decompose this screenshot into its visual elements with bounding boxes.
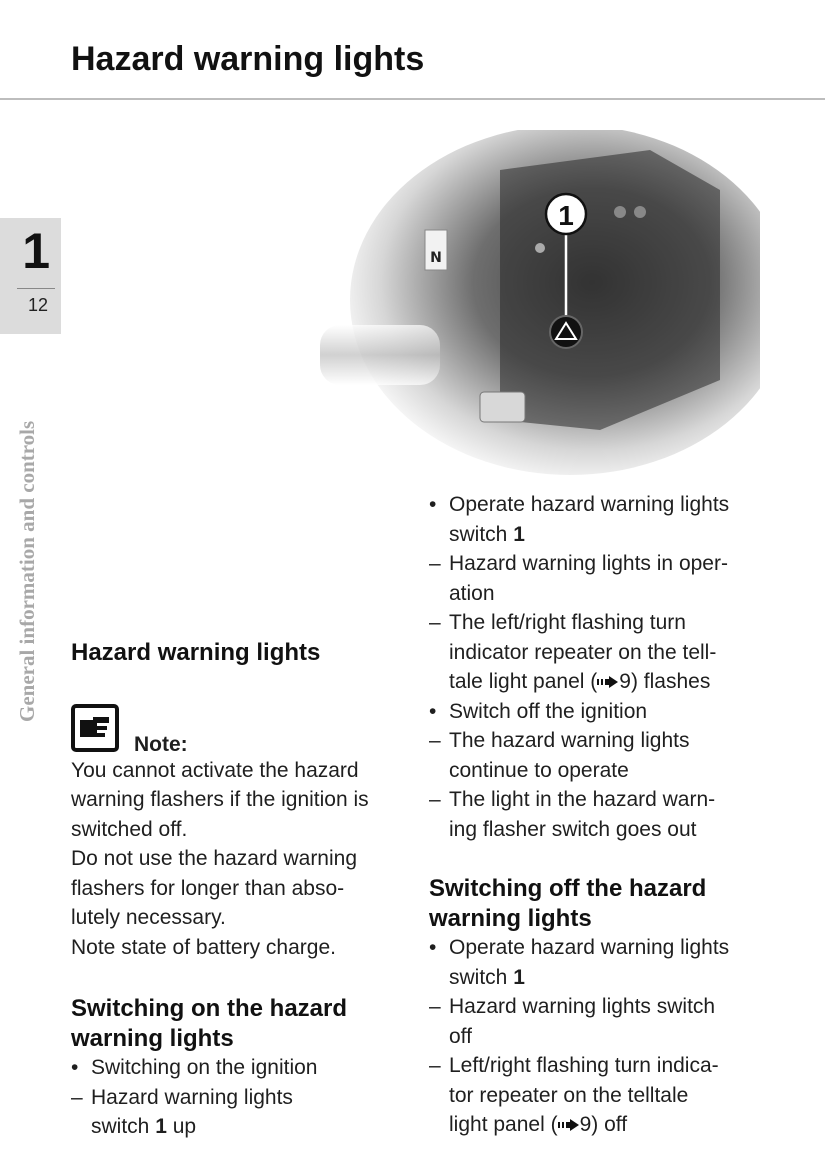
note-line: flashers for longer than abso-: [71, 876, 345, 900]
step-text: Hazard warning lights: [91, 1085, 293, 1109]
page-ref-number: 9: [619, 670, 631, 693]
list-item: [429, 697, 789, 727]
step-text: Operate hazard warning lights: [449, 936, 730, 959]
step-text: switch: [449, 965, 508, 989]
step-text: ) flashes: [630, 670, 711, 693]
step-text: switch: [449, 522, 508, 546]
list-item: [71, 1053, 416, 1083]
list-item: [429, 992, 789, 1051]
note-line: Do not use the hazard warning: [71, 847, 358, 870]
step-text: ing flasher switch goes out: [449, 817, 697, 841]
bullet-dash: –: [429, 995, 441, 1018]
list-item: [429, 1051, 789, 1140]
list-item: [429, 726, 789, 785]
note-hand-icon: [71, 704, 119, 752]
list-item: [429, 608, 789, 697]
bullet-dash: –: [71, 1085, 83, 1109]
step-text: Hazard warning lights switch: [449, 995, 716, 1018]
switch-off-heading-line2: warning lights: [429, 904, 592, 932]
step-text: The light in the hazard warn-: [449, 788, 716, 811]
switch-ref-number: 1: [155, 1115, 167, 1138]
list-item: [429, 490, 789, 549]
switch-on-heading: [71, 994, 416, 1053]
page-ref-number: 9: [579, 1113, 592, 1136]
switch-on-heading-line1: Switching on the hazard: [71, 995, 348, 1022]
bullet-dash: –: [429, 1054, 441, 1077]
bullet-dash: –: [429, 729, 441, 752]
chapter-side-label: General information and controls: [15, 420, 39, 722]
step-text: light panel (: [449, 1113, 558, 1136]
switch-ref-number: 1: [513, 522, 525, 546]
tab-divider: [17, 288, 55, 289]
page-title: Hazard warning lights: [71, 40, 425, 78]
handlebar-switch-photo: [300, 130, 760, 490]
note-label: Note:: [134, 732, 188, 756]
step-text: up: [172, 1115, 197, 1138]
step-text: Switch off the ignition: [449, 699, 648, 723]
bullet-dash: –: [429, 552, 441, 575]
page-reference-arrow-icon: [558, 1119, 580, 1131]
switch-off-heading-line1: Switching off the hazard: [429, 875, 707, 902]
step-text: continue to operate: [449, 758, 629, 782]
hazard-heading: Hazard warning lights: [71, 639, 321, 666]
list-item: [429, 549, 789, 608]
note-line: warning flashers if the ignition is: [71, 788, 369, 811]
bullet-dot: •: [429, 493, 437, 516]
note-line: switched off.: [71, 817, 188, 841]
step-text: off: [449, 1024, 472, 1048]
list-item: [429, 933, 789, 992]
list-item: [71, 1083, 416, 1142]
note-header: [71, 700, 416, 756]
page-number: 12: [27, 295, 48, 315]
svg-text:N: N: [430, 250, 442, 266]
figure-callout-1: 1: [558, 200, 574, 231]
step-text: Hazard warning lights in oper-: [449, 552, 728, 575]
step-text: tor repeater on the telltale: [449, 1083, 689, 1107]
step-text: Switching on the ignition: [91, 1056, 318, 1079]
page-reference-arrow-icon: [597, 676, 619, 688]
bullet-dot: •: [429, 699, 437, 723]
bullet-dash: –: [429, 788, 441, 811]
step-text: ation: [449, 581, 495, 605]
note-line: lutely necessary.: [71, 906, 226, 929]
list-item: [429, 785, 789, 844]
bullet-dot: •: [71, 1056, 79, 1079]
bullet-dash: –: [429, 611, 441, 634]
note-line: Note state of battery charge.: [71, 935, 336, 959]
step-text: The hazard warning lights: [449, 729, 690, 752]
step-text: switch: [91, 1115, 150, 1138]
switch-on-heading-line2: warning lights: [71, 1024, 234, 1052]
title-divider: [0, 98, 825, 100]
step-text: indicator repeater on the tell-: [449, 640, 717, 664]
chapter-number: 1: [22, 223, 50, 279]
switch-ref-number: 1: [513, 965, 525, 989]
step-text: ) off: [591, 1113, 628, 1136]
right-column: [429, 490, 789, 1140]
note-line: You cannot activate the hazard: [71, 758, 359, 782]
left-column: [71, 638, 416, 1142]
step-text: tale light panel (: [449, 670, 598, 693]
bullet-dot: •: [429, 936, 437, 959]
step-text: Operate hazard warning lights: [449, 493, 730, 516]
step-text: The left/right flashing turn: [449, 611, 686, 634]
switch-off-heading: [429, 874, 789, 933]
step-text: Left/right flashing turn indica-: [449, 1054, 719, 1077]
